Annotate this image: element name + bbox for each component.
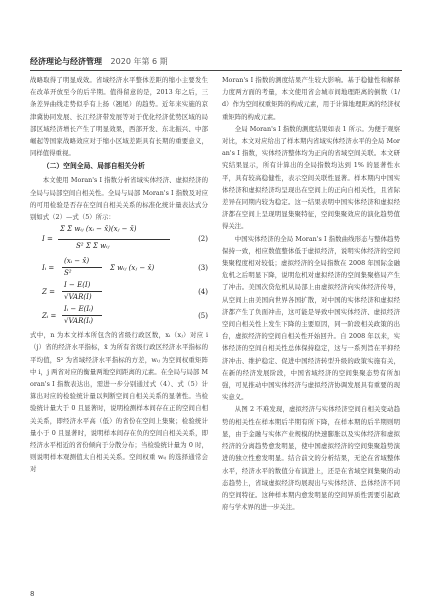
running-header <box>30 56 402 70</box>
formula-lhs: Iᵢ = <box>42 264 55 273</box>
formula-lhs: Z = <box>42 288 55 297</box>
equation-number: (2) <box>198 235 208 244</box>
formula-5 <box>30 305 208 329</box>
formula-numerator: (xᵢ − x̄) <box>64 257 90 266</box>
paragraph: 式中，n 为本文样本所包含的省级行政区数，xᵢ（xⱼ）对应 i（j）省的经济水平指标，x̄ 为所有省级行政区经济水平指标的平均值，S² 为省域经济水平指标的方差，wᵢⱼ 为空间权重矩阵中 i，j 两省对应的衡量两地空间距离的元素。在全局与局部 Moran's I 指数表达出，需进一步分别通过式（4）、式（5）计算出对应的检验统计量以判断空间自相关关系的显著性。当检验统计量大于 0 且显著时，说明检测样本间存在正的空间自相关关系，即经济水平高（低）的省份在空间上集聚；检验统计量小于 0 且显著时，说明样本间存在负的空间自相关关系，即经济水平相近的省份倾向于分散分布；当检验统计量为 0 时，则说明样本观测值太自相关关系。空间权重 wᵢⱼ 的选择通常会对 <box>30 331 208 474</box>
equation-number: (5) <box>198 312 208 321</box>
formula-lhs: Zᵢ = <box>42 312 57 321</box>
fraction-bar <box>62 267 102 268</box>
paragraph: 全局 Moran's I 指数的测度结果如表 1 所示。为便于观察对比，本文对应给出了样本期内省域实体经济水平的全局 Moran's I 指数，实体经济整体均为正向的省域空间关联。本文研究结果显示，所有计算出的全局指数均达到 1% 的显著性水平，具有较高稳健性，表示空间关联性显著。样本期内中国实体经济和虚拟经济均呈现出在空间上的正向自相关性，且省际差异在同期内较为稳定。这一结果表明中国实体经济和虚拟经济都在空间上呈现明显集聚特征，空间集聚效应的演化趋势值得关注。 <box>222 124 400 231</box>
paragraph: 战略取得了明显成效。省域经济水平整体差距的缩小主要发生在改革开放至今的后半期。值得留意的是，2013 年之后，三条差异曲线走势似乎有上扬（翘尾）的趋势。近年来实施的京津冀协同发展、长江经济带发展等对于优化经济优势区域的局部区域经济增长产生了明显效果，西部开发、东北振兴、中部崛起等国家战略效应对于缩小区域差距具有长期的重要意义，同样值得重视。 <box>30 76 208 158</box>
paragraph: 从图 2 不难发现，虚拟经济与实体经济空间自相关变动趋势的相关性在样本期后半期有所下降，在样本期的后半期则明显，由于金融与实体产业规模的快速膨胀以及实体经济和虚拟经济的分离趋势愈发明显，使中国虚拟经济的空间集聚趋势演进的独立性愈发明显。结合前文的分析结果，无论在省域整体水平，经济水平的数值分布演进上，还是在省域空间集聚的动态趋势上，省域虚拟经济均展现出与实体经济、总体经济不同的空间特征。这种样本期内愈发明显的空间异质性需要引起政府与学术界的进一步关注。 <box>222 405 400 512</box>
journal-title: 经济理论与经济管理 <box>30 57 102 66</box>
fraction-bar <box>58 239 170 240</box>
equation-number: (3) <box>198 264 208 273</box>
fraction-bar <box>62 291 102 292</box>
formula-numerator: Iᵢ − E(Iᵢ) <box>64 305 94 314</box>
formula-denominator: S² Σ Σ wᵢⱼ <box>76 242 110 251</box>
formula-lhs: I = <box>42 235 53 244</box>
formula-4 <box>30 281 208 305</box>
formula-denominator: √VAR(I) <box>64 293 92 302</box>
paragraph: 本文使用 Moran's I 指数分析省域实体经济、虚拟经济的全局与局部空间自相关性。全局与局部 Moran's I 指数及对应的可用检验是否存在空间自相关关系的标准化统计量表达式分别如式（2）—式（5）所示： <box>30 176 208 222</box>
paragraph: 中国实体经济的全局 Moran's I 指数曲线形态与整体趋势保持一致，相应数值整体低于虚拟经济，说明实体经济的空间集聚程度相对较低；虚拟经济的全局指数在 2008 年国际金融危机之后明显下降，说明危机对虚拟经济的空间集聚格局产生了冲击。美国次贷危机从局部上由虚拟经济向实体经济传导，从空间上由美国向世界各国扩散，对中国的实体经济和虚拟经济都产生了负面冲击，这可能是导致中国实体经济、虚拟经济空间自相关性上发生下降的主要原因，同一阶段相关政策的出台，虚拟经济的空间自相关性开始回升。自 2008 年以来，实体经济的空间自相关性总体保持稳定，这与一系列旨在平抑经济冲击、维护稳定、促进中国经济转型升级的政策实施有关，在新的经济发展阶段，中国省域经济的空间集聚态势有所加强，可见推动中国实体经济与虚拟经济协调发展具有重要的现实意义。 <box>222 234 400 402</box>
formula-denominator: S² <box>64 269 72 278</box>
formula-numerator: Σ Σ wᵢⱼ (xᵢ − x̄)(xⱼ − x̄) <box>60 225 137 234</box>
paragraph: Moran's I 指数的测度结果产生较大影响。基于稳健性和解释力度两方面的考量，本文使用省会城市间地理距离的倒数（1/d）作为空间权重矩阵的构成元素，用于计算地理距离的经济权重矩阵的构成元素。 <box>222 76 400 121</box>
right-column <box>222 74 400 513</box>
formula-denominator: √VAR(Iᵢ) <box>64 317 94 326</box>
journal-issue: 2020 年第 6 期 <box>110 57 168 66</box>
formula-3 <box>30 257 208 281</box>
header-rule <box>30 70 402 71</box>
formula-sum-term: Σ wᵢⱼ (xⱼ − x̄) <box>110 264 155 273</box>
fraction-bar <box>62 315 102 316</box>
section-heading: （二）空间全局、局部自相关分析 <box>42 162 145 171</box>
page-number: 8 <box>30 590 35 598</box>
formula-numerator: I − E(I) <box>64 281 91 290</box>
formula-2 <box>30 223 208 257</box>
left-column <box>30 74 208 476</box>
equation-number: (4) <box>198 288 208 297</box>
